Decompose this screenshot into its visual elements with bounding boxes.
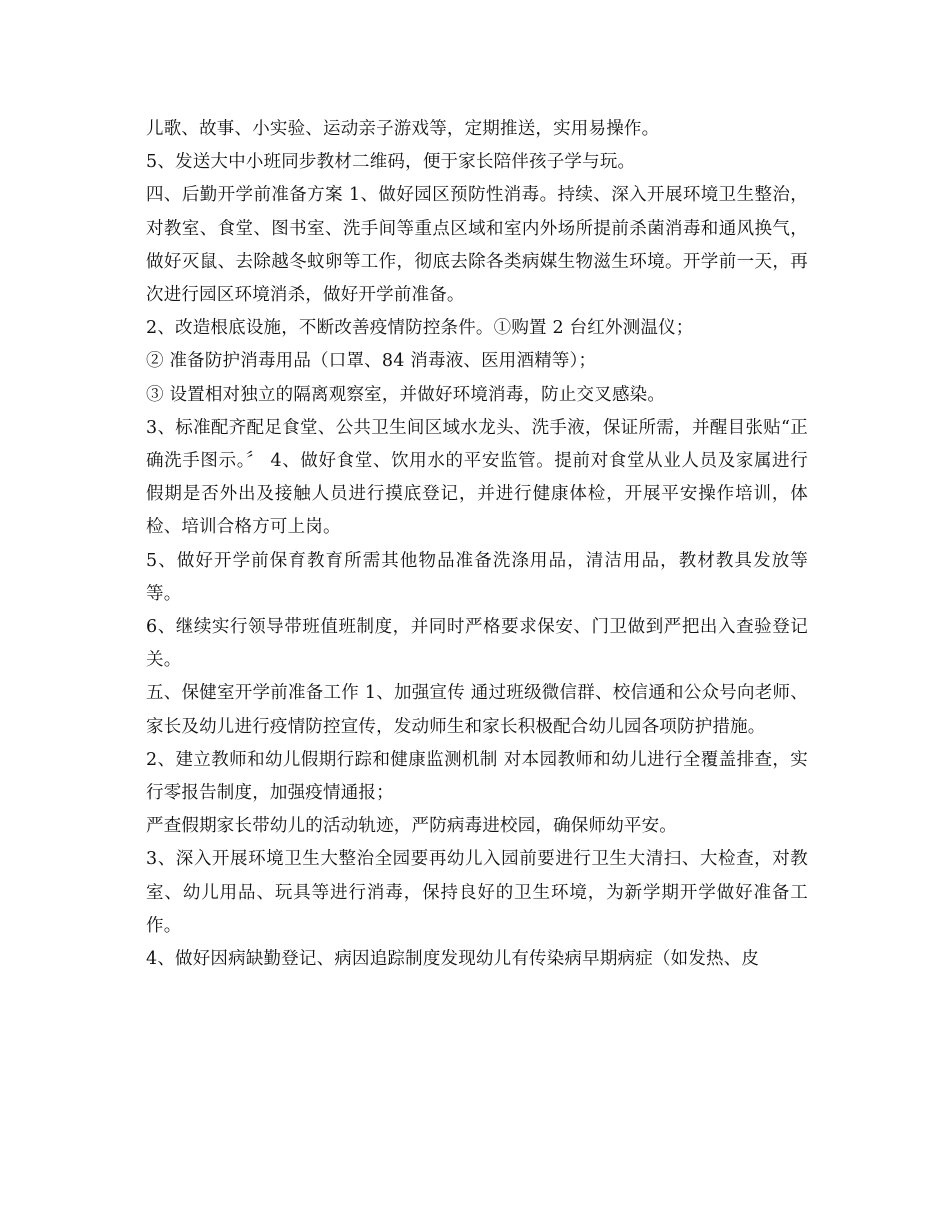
paragraph-8: 5、做好开学前保育教育所需其他物品准备洗涤用品，清洁用品，教材教具发放等等。 bbox=[146, 550, 808, 604]
paragraph-11: 2、建立教师和幼儿假期行踪和健康监测机制 对本园教师和幼儿进行全覆盖排查，实行零报告制度，加强疫情通报； bbox=[146, 749, 808, 804]
document-body bbox=[146, 113, 808, 976]
paragraph-14: 4、做好因病缺勤登记、病因追踪制度发现幼儿有传染病早期病症（如发热、皮 bbox=[146, 949, 760, 970]
paragraph-7: 3、标准配齐配足食堂、公共卫生间区域水龙头、洗手液，保证所需，并醒目张贴“正确洗手图示。〞 4、做好食堂、饮用水的平安监管。提前对食堂从业人员及家属进行假期是否外出及接触人员进行摸底登记，并进行健康体检，开展平安操作培训，体检、培训合格方可上岗。 bbox=[146, 417, 808, 538]
paragraph-13: 3、深入开展环境卫生大整治全园要再幼儿入园前要进行卫生大清扫、大检查，对教室、幼儿用品、玩具等进行消毒，保持良好的卫生环境，为新学期开学做好准备工作。 bbox=[146, 849, 808, 936]
paragraph-6: ③ 设置相对独立的隔离观察室，并做好环境消毒，防止交叉感染。 bbox=[146, 384, 666, 405]
paragraph-4: 2、改造根底设施，不断改善疫情防控条件。①购置 2 台红外测温仪； bbox=[146, 318, 694, 339]
paragraph-10: 五、保健室开学前准备工作 1、加强宣传 通过班级微信群、校信通和公众号向老师、家长及幼儿进行疫情防控宣传，发动师生和家长积极配合幼儿园各项防护措施。 bbox=[146, 683, 808, 737]
paragraph-9: 6、继续实行领导带班值班制度，并同时严格要求保安、门卫做到严把出入查验登记关。 bbox=[146, 617, 808, 671]
paragraph-2: 5、发送大中小班同步教材二维码，便于家长陪伴孩子学与玩。 bbox=[146, 152, 636, 173]
paragraph-12: 严查假期家长带幼儿的活动轨迹，严防病毒进校园，确保师幼平安。 bbox=[146, 816, 677, 837]
paragraph-3: 四、后勤开学前准备方案 1、做好园区预防性消毒。持续、深入开展环境卫生整治，对教室、食堂、图书室、洗手间等重点区域和室内外场所提前杀菌消毒和通风换气，做好灭鼠、去除越冬蚊卵等工作，彻底去除各类病媒生物滋生环境。开学前一天，再次进行园区环境消杀，做好开学前准备。 bbox=[146, 185, 808, 306]
paragraph-5: ② 准备防护消毒用品（口罩、84 消毒液、医用酒精等）； bbox=[146, 351, 597, 372]
paragraph-1: 儿歌、故事、小实验、运动亲子游戏等，定期推送，实用易操作。 bbox=[146, 119, 660, 139]
